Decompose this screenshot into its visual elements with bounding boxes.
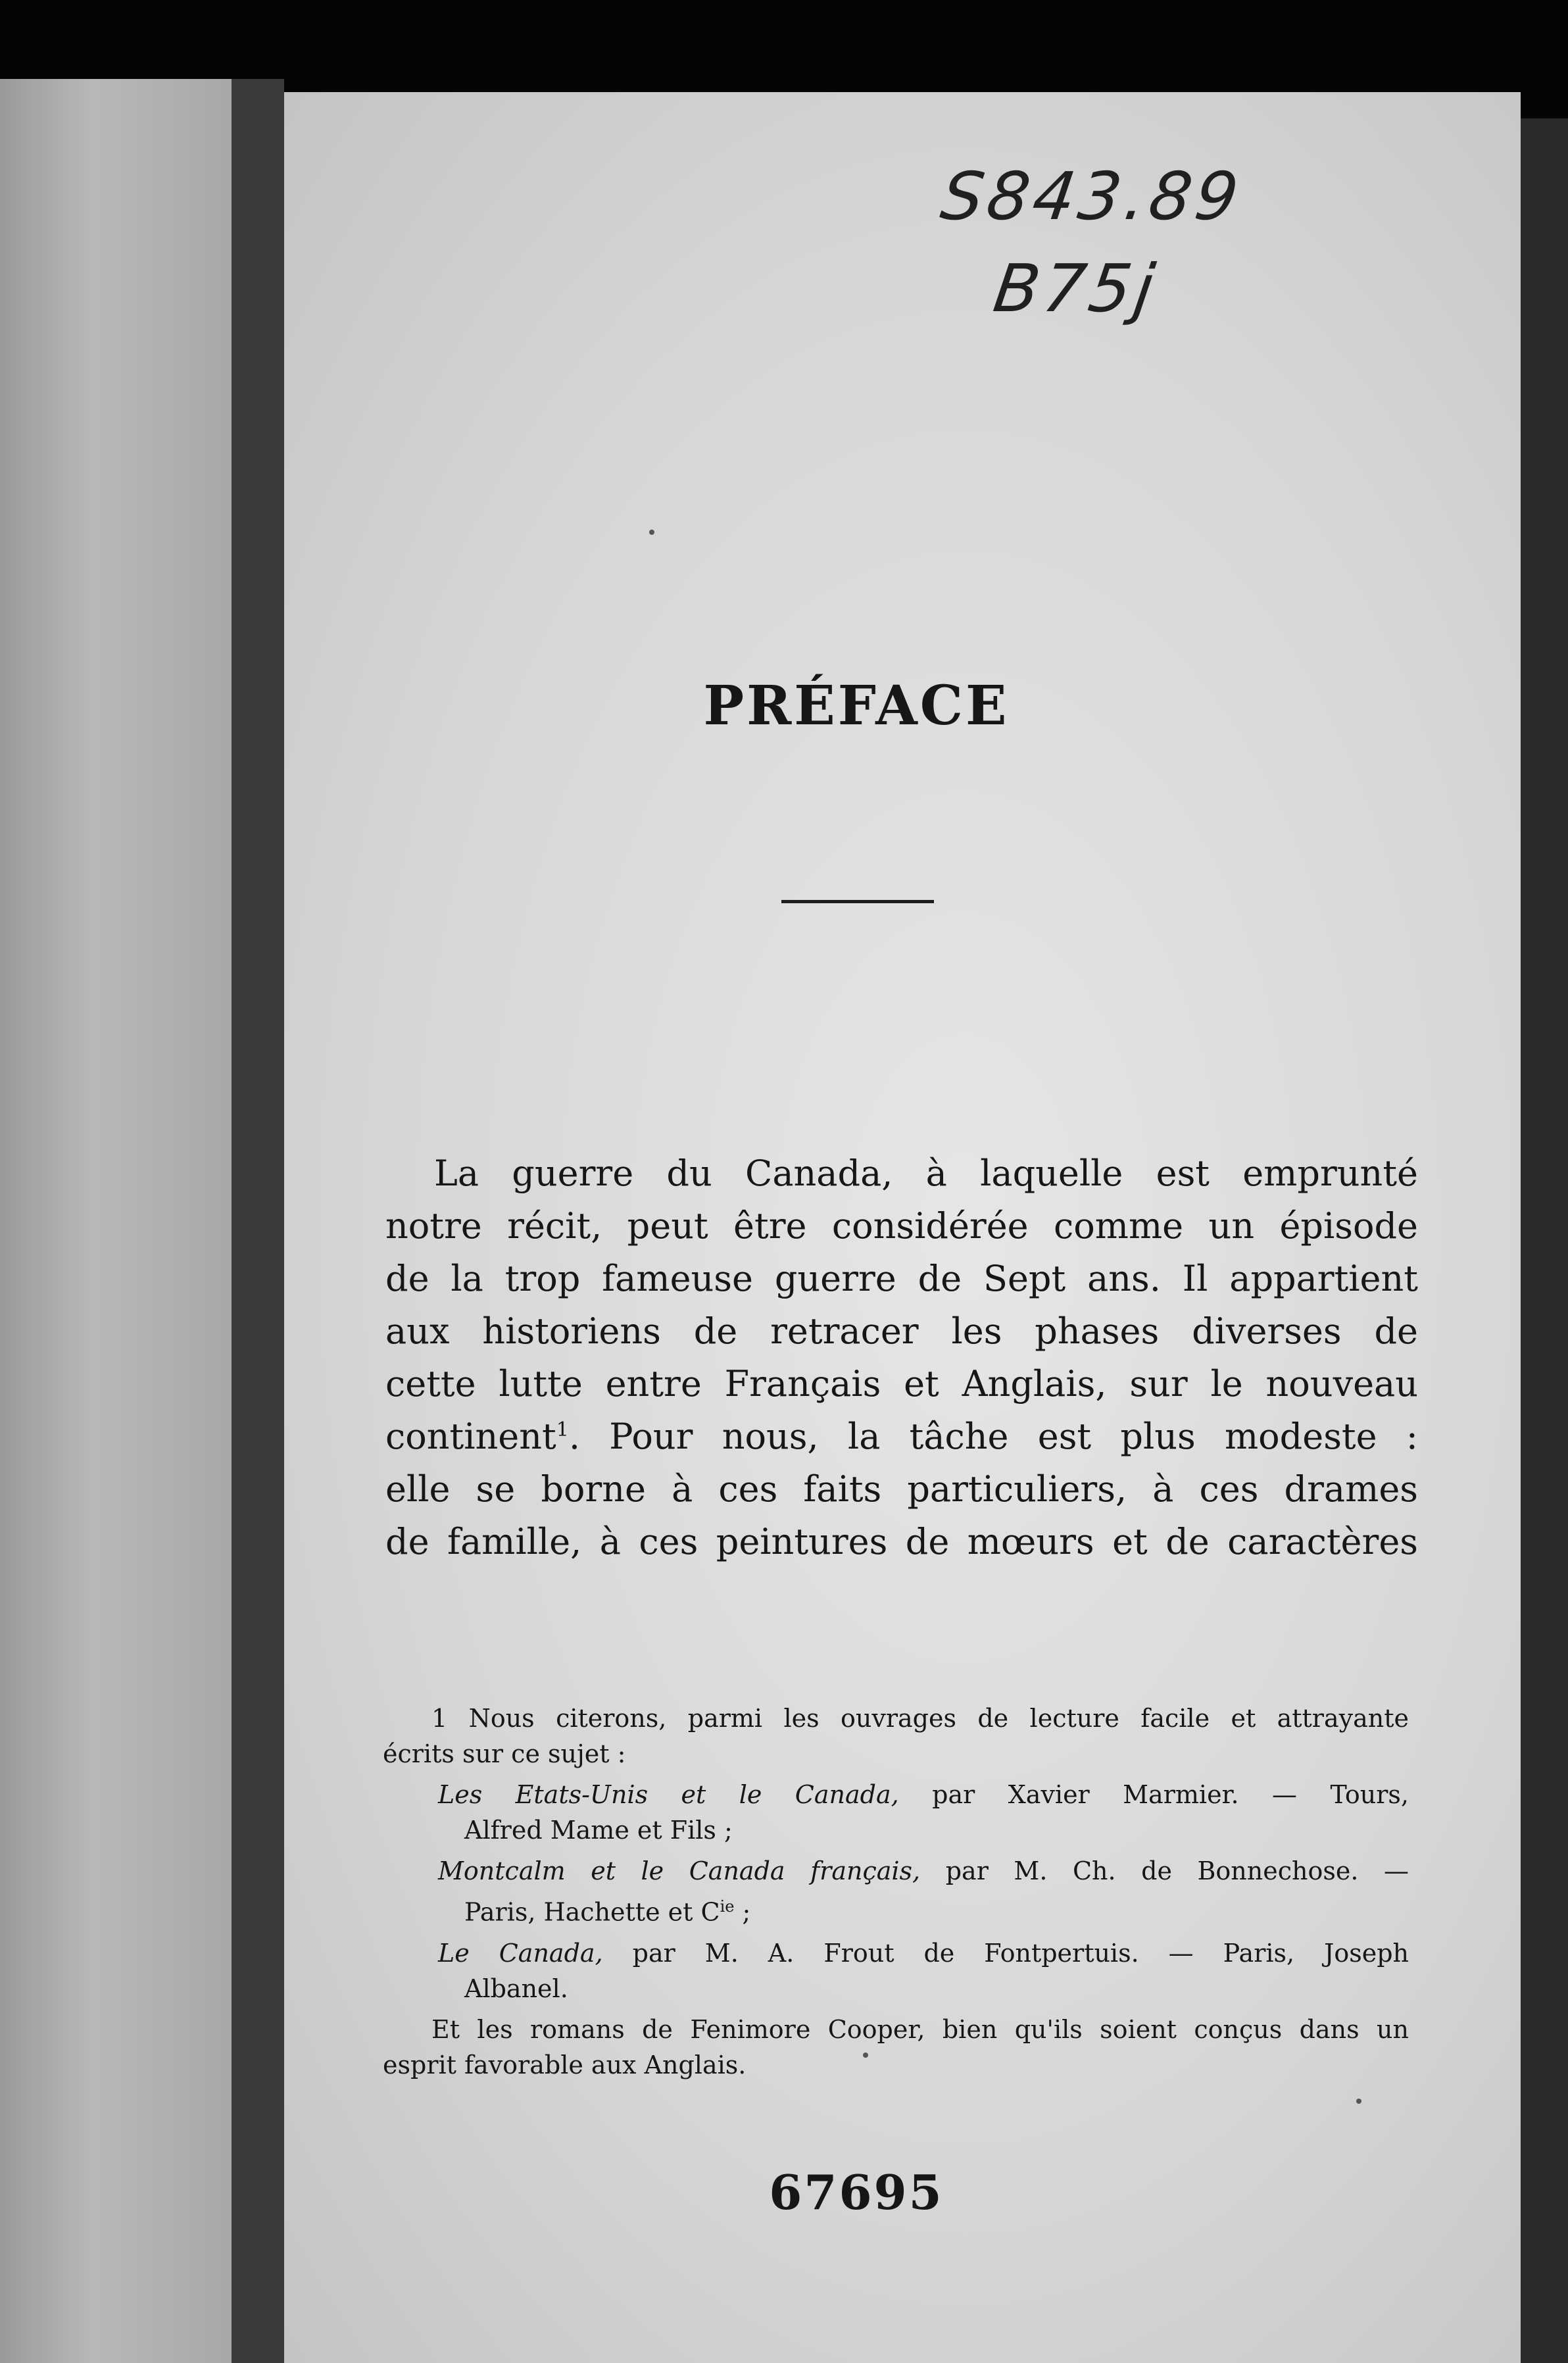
dust-speck bbox=[649, 530, 654, 535]
body-line: La guerre du Canada, à laquelle est emprunté bbox=[434, 1153, 1418, 1194]
dust-speck bbox=[863, 2052, 868, 2058]
body-line: notre récit, peut être considérée comme un épisode bbox=[385, 1205, 1418, 1247]
body-line: cette lutte entre Français et Anglais, sur le nouveau bbox=[385, 1363, 1418, 1405]
body-line bbox=[385, 1410, 1418, 1463]
binding-gutter bbox=[232, 79, 284, 2363]
footnote-reference: 1 bbox=[556, 1418, 569, 1441]
book-page bbox=[284, 92, 1521, 2363]
ref-detail: Paris, Hachette et C bbox=[464, 1897, 720, 1927]
ref-superscript: ie bbox=[720, 1897, 735, 1916]
preface-paragraph bbox=[385, 1147, 1418, 1568]
footnote-line: écrits sur ce sujet : bbox=[383, 1739, 626, 1768]
footnote-closing-line: esprit favorable aux Anglais. bbox=[383, 2050, 747, 2079]
page-title: PRÉFACE bbox=[703, 674, 1010, 737]
body-line: aux historiens de retracer les phases diverses de bbox=[385, 1310, 1418, 1352]
inventory-number: 67695 bbox=[769, 2164, 944, 2220]
body-line: elle se borne à ces faits particuliers, à ces drames bbox=[385, 1468, 1418, 1510]
ref-title: Les Etats-Unis et le Canada, bbox=[438, 1780, 899, 1809]
footnote-ref-line bbox=[383, 1935, 1409, 1971]
footnote-closing-line: Et les romans de Fenimore Cooper, bien qu'ils soient conçus dans un bbox=[431, 2014, 1409, 2044]
footnote-number: 1 bbox=[431, 1704, 448, 1733]
ref-detail-end: ; bbox=[734, 1897, 751, 1927]
call-number-line-1: S843.89 bbox=[936, 158, 1247, 235]
title-divider bbox=[781, 900, 934, 903]
dust-speck bbox=[1356, 2099, 1361, 2104]
footnote-block bbox=[383, 1701, 1409, 2083]
ref-title: Le Canada, bbox=[438, 1938, 603, 1968]
ref-title: Montcalm et le Canada français, bbox=[438, 1856, 921, 1885]
ref-detail: par M. A. Frout de Fontpertuis. — Paris, Joseph bbox=[602, 1938, 1409, 1968]
footnote-ref-line: Alfred Mame et Fils ; bbox=[464, 1816, 733, 1845]
footnote-ref-line bbox=[383, 1777, 1409, 1812]
footnote-ref-line: Albanel. bbox=[464, 1974, 568, 2003]
footnote-intro: Nous citerons, parmi les ouvrages de lecture facile et attrayante bbox=[468, 1704, 1409, 1733]
call-number-line-2: B75j bbox=[989, 250, 1163, 327]
right-page-edge bbox=[1521, 118, 1568, 2363]
body-line: de la trop fameuse guerre de Sept ans. Il appartient bbox=[385, 1258, 1418, 1299]
body-line-part: continent bbox=[385, 1416, 556, 1457]
body-line: de famille, à ces peintures de mœurs et de caractères bbox=[385, 1521, 1418, 1562]
body-line-part: . Pour nous, la tâche est plus modeste : bbox=[568, 1416, 1418, 1457]
ref-detail: par Xavier Marmier. — Tours, bbox=[898, 1780, 1409, 1809]
footnote-ref-line bbox=[383, 1889, 1409, 1930]
footnote-line bbox=[383, 1701, 1409, 1736]
ref-detail: par M. Ch. de Bonnechose. — bbox=[920, 1856, 1409, 1885]
left-page-edge bbox=[0, 79, 232, 2363]
footnote-ref-line bbox=[383, 1853, 1409, 1889]
